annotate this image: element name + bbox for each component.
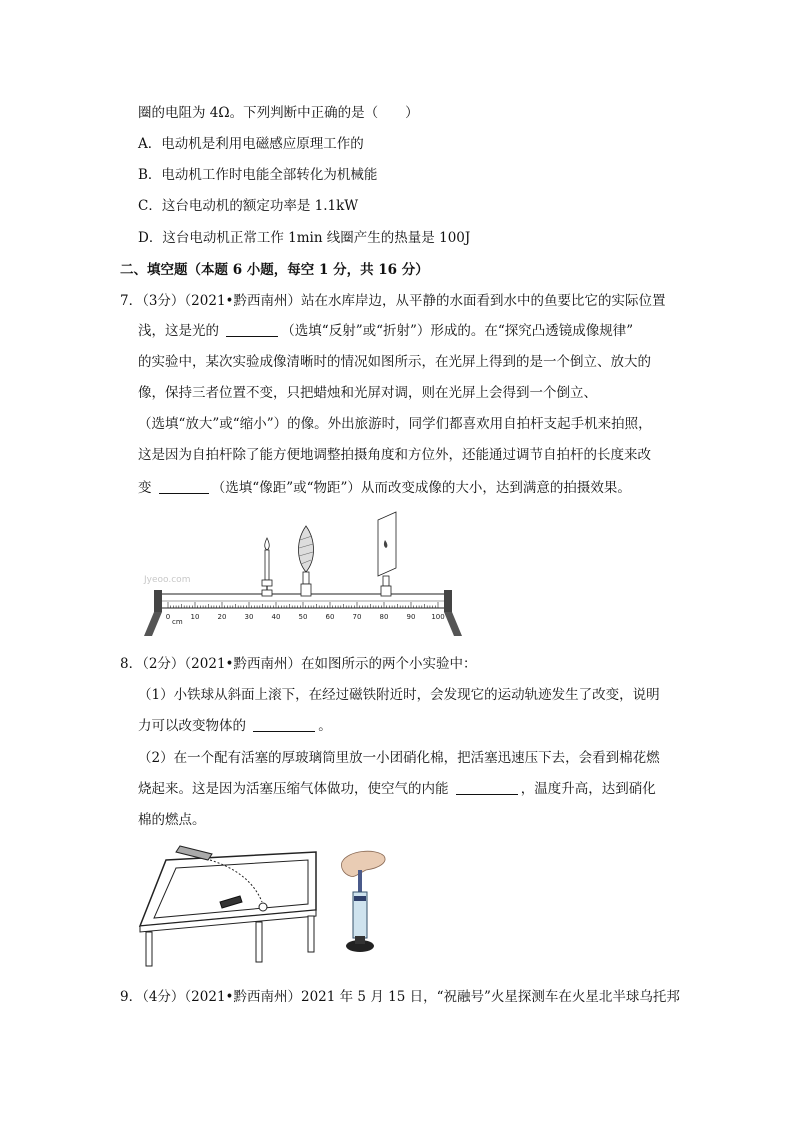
q8-text: ，温度升高，达到硝化 — [520, 781, 656, 797]
q8-part2-line-1: （2）在一个配有活塞的厚玻璃筒里放一小团硝化棉，把活塞迅速压下去，会看到棉花燃 — [138, 750, 660, 766]
ruler-tick-label: 90 — [406, 613, 416, 621]
watermark: Jyeoo.com — [144, 575, 191, 585]
ruler-tick-label: 30 — [244, 613, 254, 621]
q8-text: 。 — [318, 718, 332, 734]
q7-text: （选填“像距”或“物距”）从而改变成像的大小，达到满意的拍摄效果。 — [211, 480, 631, 496]
ruler-tick-label: 0 — [165, 613, 171, 621]
q8-part2-line-3: 棉的燃点。 — [138, 812, 206, 828]
left-end-block — [154, 590, 162, 612]
answer-blank-3[interactable] — [253, 717, 315, 732]
convex-lens — [299, 526, 314, 596]
q7-line-6: 这是因为自拍杆除了能方便地调整拍摄角度和方位外，还能通过调节自拍杆的长度来改 — [138, 447, 651, 463]
q7-text: （选填“反射”或“折射”）形成的。在“探究凸透镜成像规律” — [281, 323, 634, 339]
q7-line-4: 像，保持三者位置不变，只把蜡烛和光屏对调，则在光屏上会得到一个倒立、 — [138, 385, 597, 401]
ruler-tick-label: 100 — [431, 613, 445, 621]
q8-part2-line-2 — [138, 780, 656, 798]
magnet-table-figure — [136, 840, 326, 970]
q9-line-1: 9．（4分）（2021•黔西南州）2021 年 5 月 15 日，“祝融号”火星探测车在火星北半球乌托邦 — [120, 989, 680, 1005]
table-leg-front-left — [146, 932, 152, 966]
piston-head — [354, 896, 366, 901]
iron-ball — [259, 903, 267, 911]
q6-option-c: C．这台电动机的额定功率是 1.1kW — [138, 198, 359, 214]
candle — [262, 538, 272, 596]
right-end-block — [444, 590, 452, 612]
q8-text: 力可以改变物体的 — [138, 718, 246, 734]
q6-option-d: D．这台电动机正常工作 1min 线圈产生的热量是 100J — [138, 230, 471, 246]
ruler-tick-label: 70 — [352, 613, 362, 621]
table-leg-back-right — [308, 916, 314, 952]
ruler-tick-label: 10 — [190, 613, 200, 621]
q7-line-1: 7．（3分）（2021•黔西南州）站在水库岸边，从平静的水面看到水中的鱼要比它的实际位置 — [120, 293, 666, 309]
ruler-labels — [166, 613, 445, 621]
answer-blank-1[interactable] — [226, 322, 278, 337]
q6-stem-tail: 圈的电阻为 4Ω。下列判断中正确的是（ ） — [138, 105, 419, 121]
q8-line-1: 8．（2分）（2021•黔西南州）在如图所示的两个小实验中： — [120, 656, 477, 672]
q6-option-a: A．电动机是利用电磁感应原理工作的 — [138, 136, 364, 152]
q7-line-3: 的实验中，某次实验成像清晰时的情况如图所示，在光屏上得到的是一个倒立、放大的 — [138, 354, 651, 370]
q8-part1-line-2 — [138, 717, 332, 735]
right-leg — [444, 612, 462, 636]
section-heading: 二、填空题（本题 6 小题，每空 1 分，共 16 分） — [120, 262, 429, 278]
light-screen — [378, 512, 396, 596]
q8-part1-line-1: （1）小铁球从斜面上滚下，在经过磁铁附近时，会发现它的运动轨迹发生了改变，说明 — [138, 687, 660, 703]
q7-line-5: （选填“放大”或“缩小”）的像。外出旅游时，同学们都喜欢用自拍杆支起手机来拍照， — [138, 416, 652, 432]
q7-line-2 — [138, 322, 633, 340]
ruler-tick-label: 20 — [217, 613, 227, 621]
hand — [341, 851, 385, 876]
q6-option-b: B．电动机工作时电能全部转化为机械能 — [138, 167, 378, 183]
optical-bench-figure — [138, 510, 468, 640]
q8-text: 烧起来。这是因为活塞压缩气体做功，使空气的内能 — [138, 781, 449, 797]
tube-foot — [355, 936, 365, 944]
ruler-tick-label: 60 — [325, 613, 335, 621]
ruler-tick-label: 50 — [298, 613, 308, 621]
piston-tube-figure — [336, 848, 396, 968]
ruler-unit: cm — [172, 618, 183, 626]
answer-blank-2[interactable] — [159, 479, 209, 494]
q7-line-7 — [138, 479, 631, 497]
ruler-tick-label: 40 — [271, 613, 281, 621]
q7-text: 变 — [138, 480, 152, 496]
answer-blank-4[interactable] — [456, 780, 518, 795]
ruler-tick-label: 80 — [379, 613, 389, 621]
table-leg-front-right — [256, 922, 262, 962]
q7-text: 浅，这是光的 — [138, 323, 219, 339]
left-leg — [144, 612, 162, 636]
